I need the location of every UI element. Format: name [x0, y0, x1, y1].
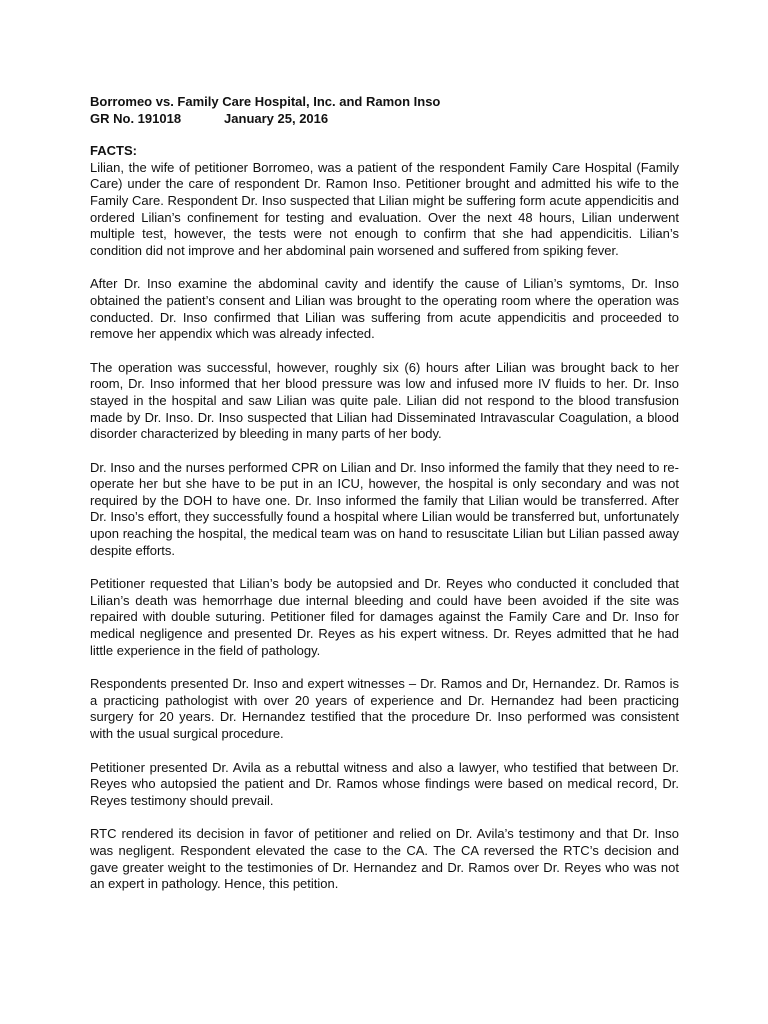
facts-heading: FACTS:: [90, 143, 137, 159]
facts-paragraph-6: Respondents presented Dr. Inso and expert witnesses – Dr. Ramos and Dr, Hernandez. Dr. Ramos is a practicing pathologist with over 20 years of experience and Dr. Hernandez had been practicing surgery for 20 years. Dr. Hernandez testified that the procedure Dr. Inso performed was consistent with the usual surgical procedure.: [90, 676, 679, 741]
facts-paragraph-7: Petitioner presented Dr. Avila as a rebuttal witness and also a lawyer, who testified that between Dr. Reyes who autopsied the patient and Dr. Ramos whose findings were based on medical record, Dr. Reyes testimony should prevail.: [90, 759, 679, 808]
facts-paragraph-2: After Dr. Inso examine the abdominal cavity and identify the cause of Lilian’s symtoms, Dr. Inso obtained the patient’s consent and Lilian was brought to the operating room where the operation was conducted. Dr. Inso confirmed that Lilian was suffering from acute appendicitis and proceeded to remove her appendix which was already infected.: [90, 276, 679, 342]
facts-paragraph-4: Dr. Inso and the nurses performed CPR on Lilian and Dr. Inso informed the family that they need to re-operate her but she have to be put in an ICU, however, the hospital is only secondary and was not required by the DOH to have one. Dr. Inso informed the family that Lilian would be transferred. After Dr. Inso’s effort, they successfully found a hospital where Lilian would be transferred but, unfortunately upon reaching the hospital, the medical team was on hand to resuscitate Lilian but Lilian passed away despite efforts.: [90, 459, 679, 558]
facts-paragraph-3: The operation was successful, however, roughly six (6) hours after Lilian was brought back to her room, Dr. Inso informed that her blood pressure was low and infused more IV fluids to her. Dr. Inso stayed in the hospital and saw Lilian was quite pale. Lilian did not respond to the blood transfusion made by Dr. Inso. Dr. Inso suspected that Lilian had Disseminated Intravascular Coagulation, a blood disorder characterized by bleeding in many parts of her body.: [90, 359, 679, 442]
gr-number: GR No. 191018: [90, 110, 182, 126]
case-reference: [90, 111, 679, 128]
case-title: Borromeo vs. Family Care Hospital, Inc. and Ramon Inso: [90, 94, 441, 109]
facts-paragraph-1: Lilian, the wife of petitioner Borromeo, was a patient of the respondent Family Care Hospital (Family Care) under the care of respondent Dr. Ramon Inso. Petitioner brought and admitted his wife to the Family Care. Respondent Dr. Inso suspected that Lilian might be suffering form acute appendicitis and ordered Lilian’s confinement for testing and evaluation. Over the next 48 hours, Lilian underwent multiple test, however, the tests were not enough to confirm that she had appendicitis. Lilian’s condition did not improve and her abdominal pain worsened and suffered from spiking fever.: [90, 159, 679, 258]
facts-paragraph-5: Petitioner requested that Lilian’s body be autopsied and Dr. Reyes who conducted it concluded that Lilian’s death was hemorrhage due internal bleeding and could have been avoided if the site was repaired with double suturing. Petitioner filed for damages against the Family Care and Dr. Inso for medical negligence and presented Dr. Reyes as his expert witness. Dr. Reyes admitted that he had little experience in the field of pathology.: [90, 576, 679, 658]
document-page: [90, 94, 679, 910]
facts-paragraph-8: RTC rendered its decision in favor of petitioner and relied on Dr. Avila’s testimony and that Dr. Inso was negligent. Respondent elevated the case to the CA. The CA reversed the RTC’s decision and gave greater weight to the testimonies of Dr. Hernandez and Dr. Ramos over Dr. Reyes who was not an expert in pathology. Hence, this petition.: [90, 826, 679, 892]
case-date: January 25, 2016: [224, 110, 329, 126]
